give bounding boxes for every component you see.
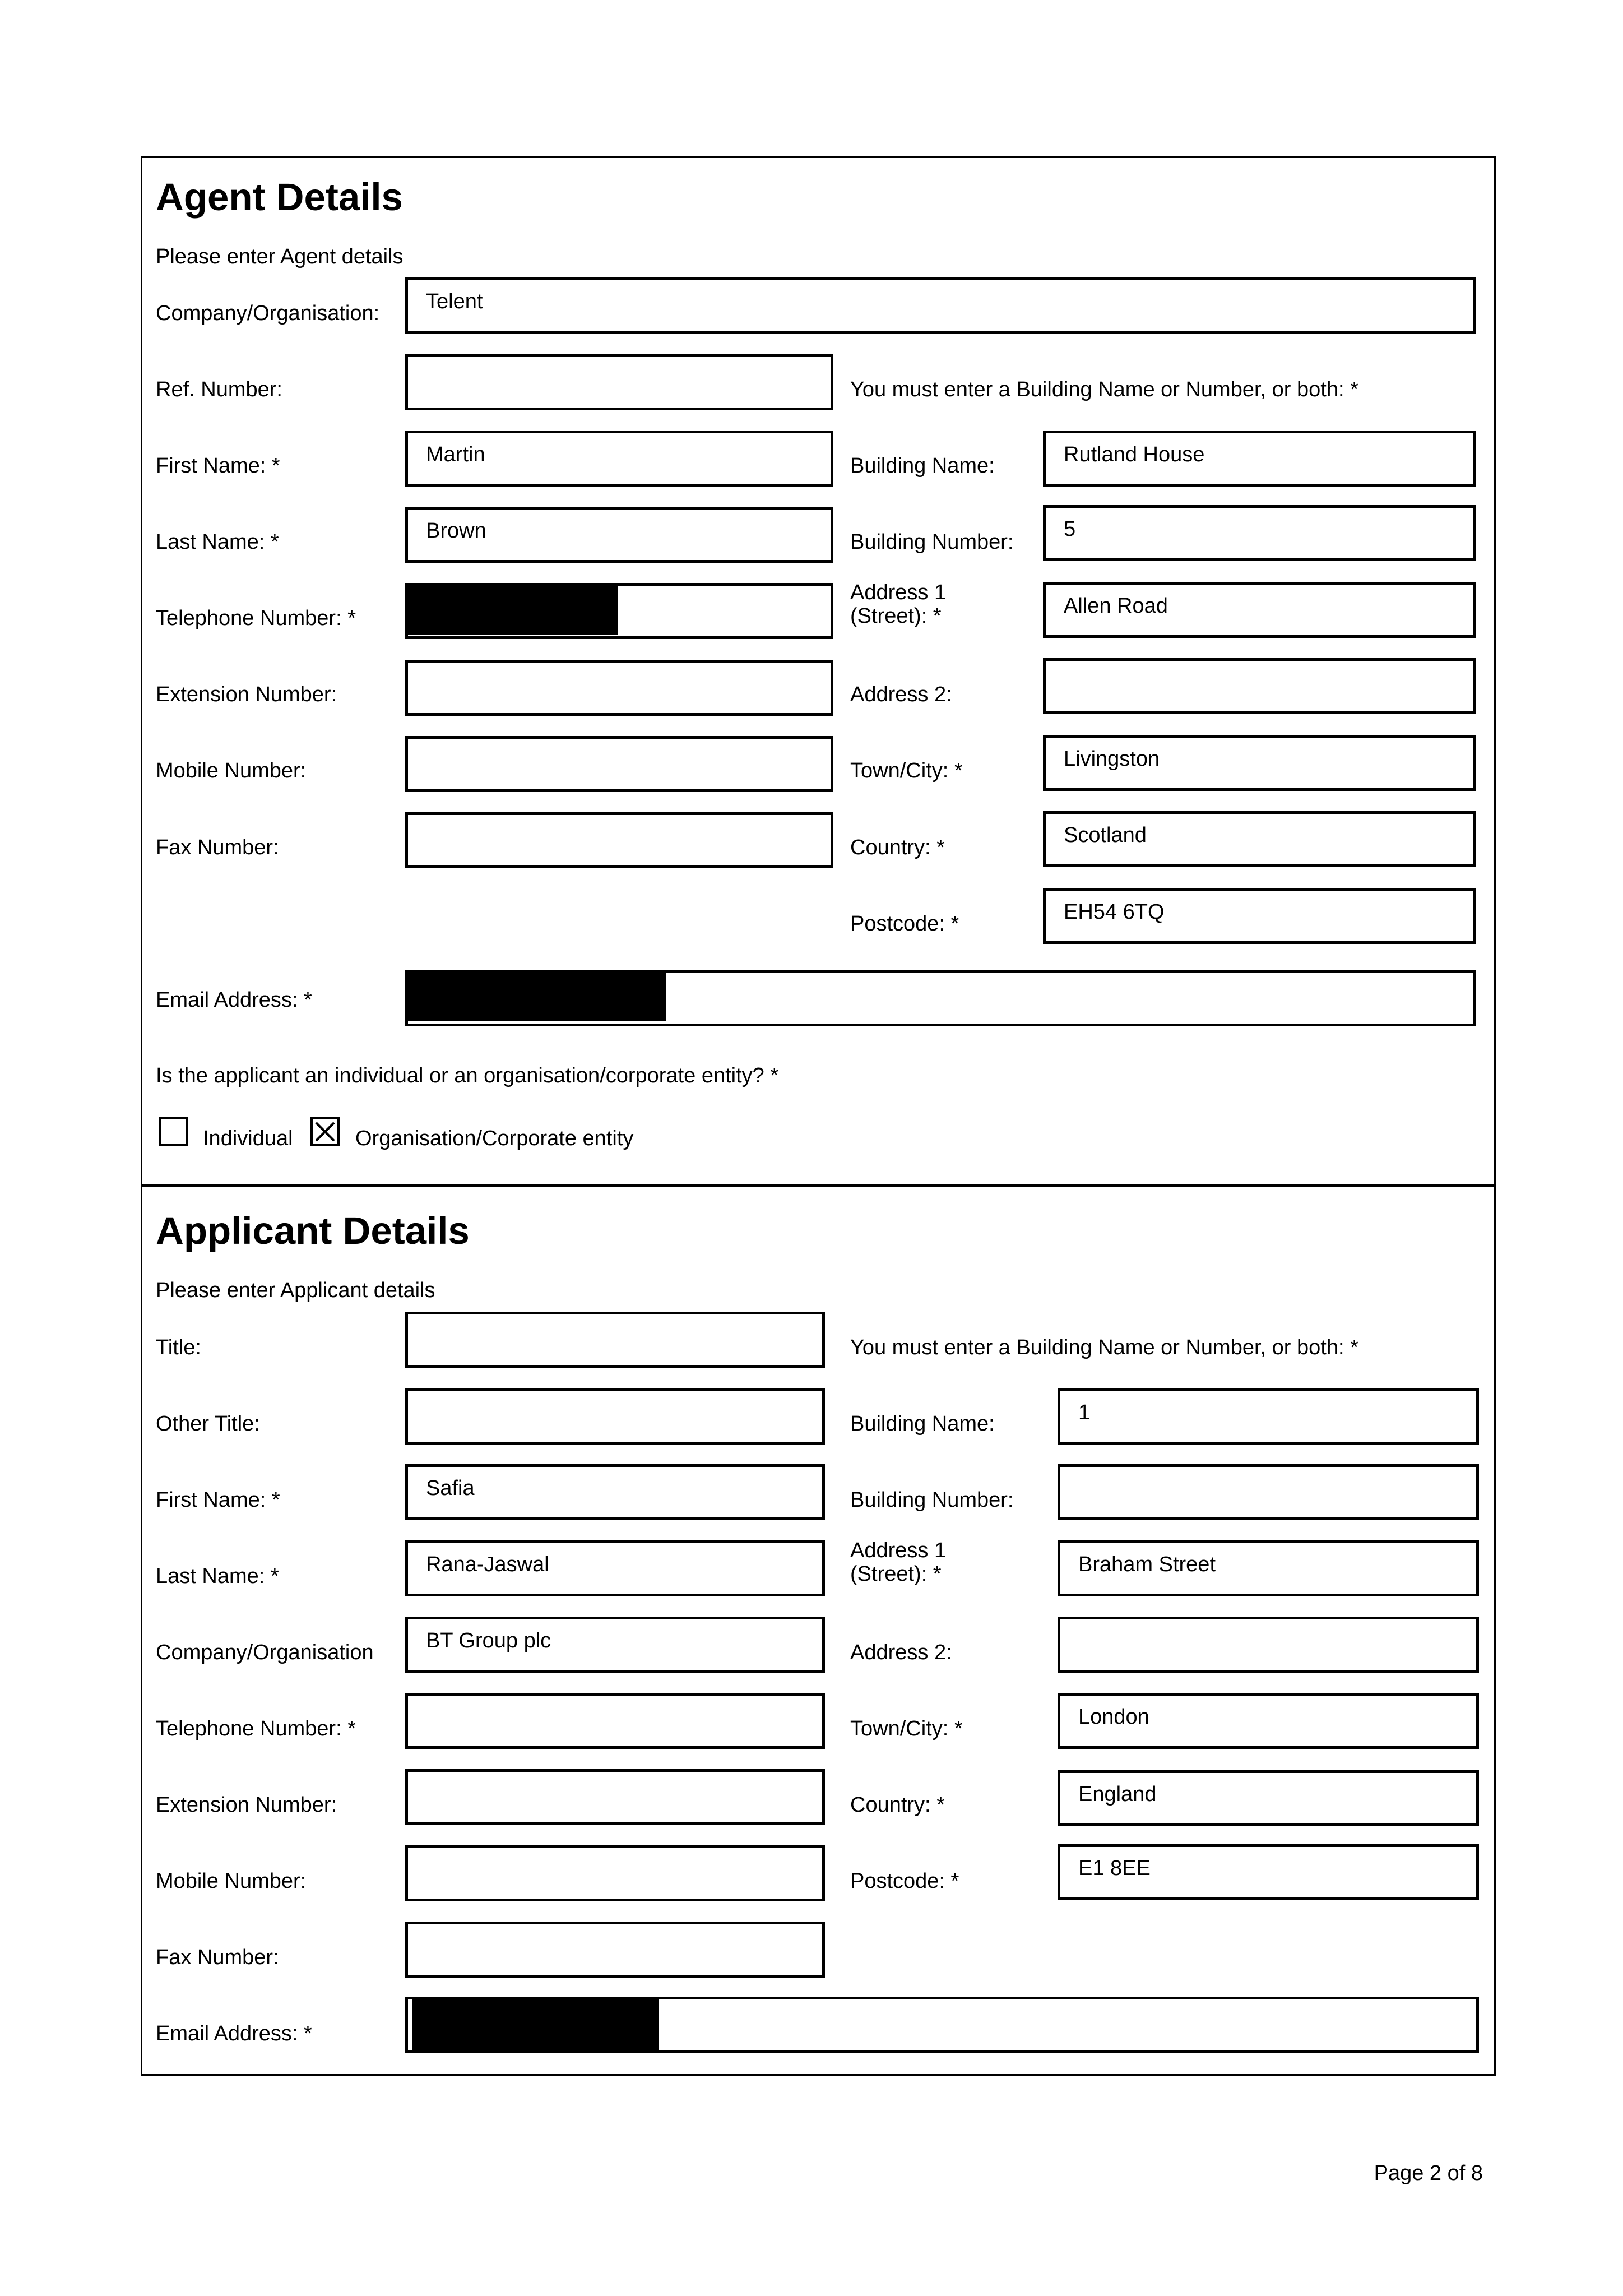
applicant-title-label: Title: [156, 1336, 201, 1359]
applicant-details-heading: Applicant Details [156, 1209, 470, 1252]
applicant-telephone-field[interactable] [405, 1693, 825, 1749]
applicant-last-name-label: Last Name: * [156, 1564, 279, 1588]
applicant-extension-label: Extension Number: [156, 1793, 337, 1817]
applicant-telephone-label: Telephone Number: * [156, 1717, 356, 1740]
applicant-town-label: Town/City: * [850, 1717, 963, 1740]
section-divider [141, 1184, 1496, 1187]
organisation-checkbox[interactable] [310, 1117, 340, 1146]
agent-building-number-field[interactable] [1043, 505, 1476, 561]
applicant-address1-label: Address 1 (Street): * [850, 1539, 947, 1586]
applicant-postcode-field[interactable] [1058, 1844, 1479, 1900]
applicant-type-question: Is the applicant an individual or an organisation/corporate entity? * [156, 1064, 779, 1087]
applicant-first-name-value: Safia [426, 1476, 475, 1500]
applicant-building-name-label: Building Name: [850, 1412, 995, 1436]
applicant-fax-label: Fax Number: [156, 1946, 279, 1969]
organisation-label: Organisation/Corporate entity [355, 1127, 634, 1150]
agent-town-field[interactable] [1043, 735, 1476, 791]
applicant-company-field[interactable] [405, 1617, 825, 1673]
applicant-first-name-field[interactable] [405, 1464, 825, 1520]
agent-last-name-value: Brown [426, 519, 486, 543]
agent-fax-label: Fax Number: [156, 836, 279, 859]
applicant-building-name-field[interactable] [1058, 1388, 1479, 1445]
agent-building-number-label: Building Number: [850, 530, 1014, 554]
agent-company-field[interactable] [405, 277, 1476, 334]
agent-address1-field[interactable] [1043, 582, 1476, 638]
page-number: Page 2 of 8 [1374, 2161, 1483, 2185]
agent-first-name-value: Martin [426, 443, 485, 466]
agent-details-heading: Agent Details [156, 175, 403, 219]
agent-address1-value: Allen Road [1064, 594, 1168, 618]
applicant-country-value: England [1078, 1783, 1157, 1806]
agent-telephone-label: Telephone Number: * [156, 607, 356, 630]
agent-extension-field[interactable] [405, 660, 833, 716]
applicant-first-name-label: First Name: * [156, 1488, 280, 1512]
agent-intro: Please enter Agent details [156, 245, 404, 269]
applicant-company-label: Company/Organisation [156, 1641, 374, 1664]
applicant-title-field[interactable] [405, 1312, 825, 1368]
applicant-address1-field[interactable] [1058, 1540, 1479, 1596]
applicant-mobile-label: Mobile Number: [156, 1869, 307, 1893]
agent-address1-label: Address 1 (Street): * [850, 581, 947, 628]
individual-checkbox[interactable] [159, 1117, 188, 1146]
agent-country-field[interactable] [1043, 811, 1476, 867]
agent-last-name-label: Last Name: * [156, 530, 279, 554]
applicant-extension-field[interactable] [405, 1769, 825, 1825]
agent-country-value: Scotland [1064, 823, 1147, 847]
applicant-postcode-value: E1 8EE [1078, 1857, 1151, 1880]
applicant-address2-field[interactable] [1058, 1617, 1479, 1673]
agent-postcode-field[interactable] [1043, 888, 1476, 944]
agent-telephone-redaction [407, 583, 618, 635]
applicant-address1-value: Braham Street [1078, 1553, 1216, 1576]
applicant-town-field[interactable] [1058, 1693, 1479, 1749]
applicant-building-number-label: Building Number: [850, 1488, 1014, 1512]
applicant-other-title-field[interactable] [405, 1388, 825, 1445]
agent-address2-label: Address 2: [850, 683, 952, 706]
applicant-email-redaction [412, 1998, 659, 2050]
applicant-country-field[interactable] [1058, 1770, 1479, 1826]
agent-town-value: Livingston [1064, 747, 1160, 771]
applicant-intro: Please enter Applicant details [156, 1279, 435, 1302]
agent-extension-label: Extension Number: [156, 683, 337, 706]
agent-ref-label: Ref. Number: [156, 378, 282, 401]
agent-building-note: You must enter a Building Name or Number, or both: * [850, 378, 1358, 401]
agent-building-name-label: Building Name: [850, 454, 995, 478]
applicant-email-label: Email Address: * [156, 2022, 312, 2045]
applicant-town-value: London [1078, 1705, 1149, 1729]
agent-ref-field[interactable] [405, 354, 833, 410]
agent-email-redaction [408, 970, 666, 1021]
applicant-last-name-value: Rana-Jaswal [426, 1553, 549, 1576]
applicant-country-label: Country: * [850, 1793, 945, 1817]
agent-country-label: Country: * [850, 836, 945, 859]
agent-first-name-label: First Name: * [156, 454, 280, 478]
agent-email-label: Email Address: * [156, 988, 312, 1012]
agent-postcode-label: Postcode: * [850, 912, 959, 936]
agent-mobile-label: Mobile Number: [156, 759, 307, 783]
agent-company-value: Telent [426, 290, 483, 313]
applicant-building-note: You must enter a Building Name or Number, or both: * [850, 1336, 1358, 1359]
applicant-company-value: BT Group plc [426, 1629, 551, 1652]
agent-fax-field[interactable] [405, 812, 833, 868]
agent-town-label: Town/City: * [850, 759, 963, 783]
agent-building-number-value: 5 [1064, 517, 1076, 541]
agent-last-name-field[interactable] [405, 507, 833, 563]
agent-company-label: Company/Organisation: [156, 302, 380, 325]
applicant-address2-label: Address 2: [850, 1641, 952, 1664]
agent-building-name-value: Rutland House [1064, 443, 1205, 466]
applicant-mobile-field[interactable] [405, 1845, 825, 1901]
applicant-other-title-label: Other Title: [156, 1412, 260, 1436]
applicant-fax-field[interactable] [405, 1922, 825, 1978]
individual-label: Individual [203, 1127, 293, 1150]
applicant-postcode-label: Postcode: * [850, 1869, 959, 1893]
applicant-building-name-value: 1 [1078, 1401, 1091, 1424]
agent-first-name-field[interactable] [405, 430, 833, 487]
agent-postcode-value: EH54 6TQ [1064, 900, 1165, 924]
agent-mobile-field[interactable] [405, 736, 833, 792]
checkbox-cross-icon [313, 1119, 337, 1144]
agent-address2-field[interactable] [1043, 658, 1476, 714]
agent-building-name-field[interactable] [1043, 430, 1476, 487]
applicant-last-name-field[interactable] [405, 1540, 825, 1596]
applicant-building-number-field[interactable] [1058, 1464, 1479, 1520]
